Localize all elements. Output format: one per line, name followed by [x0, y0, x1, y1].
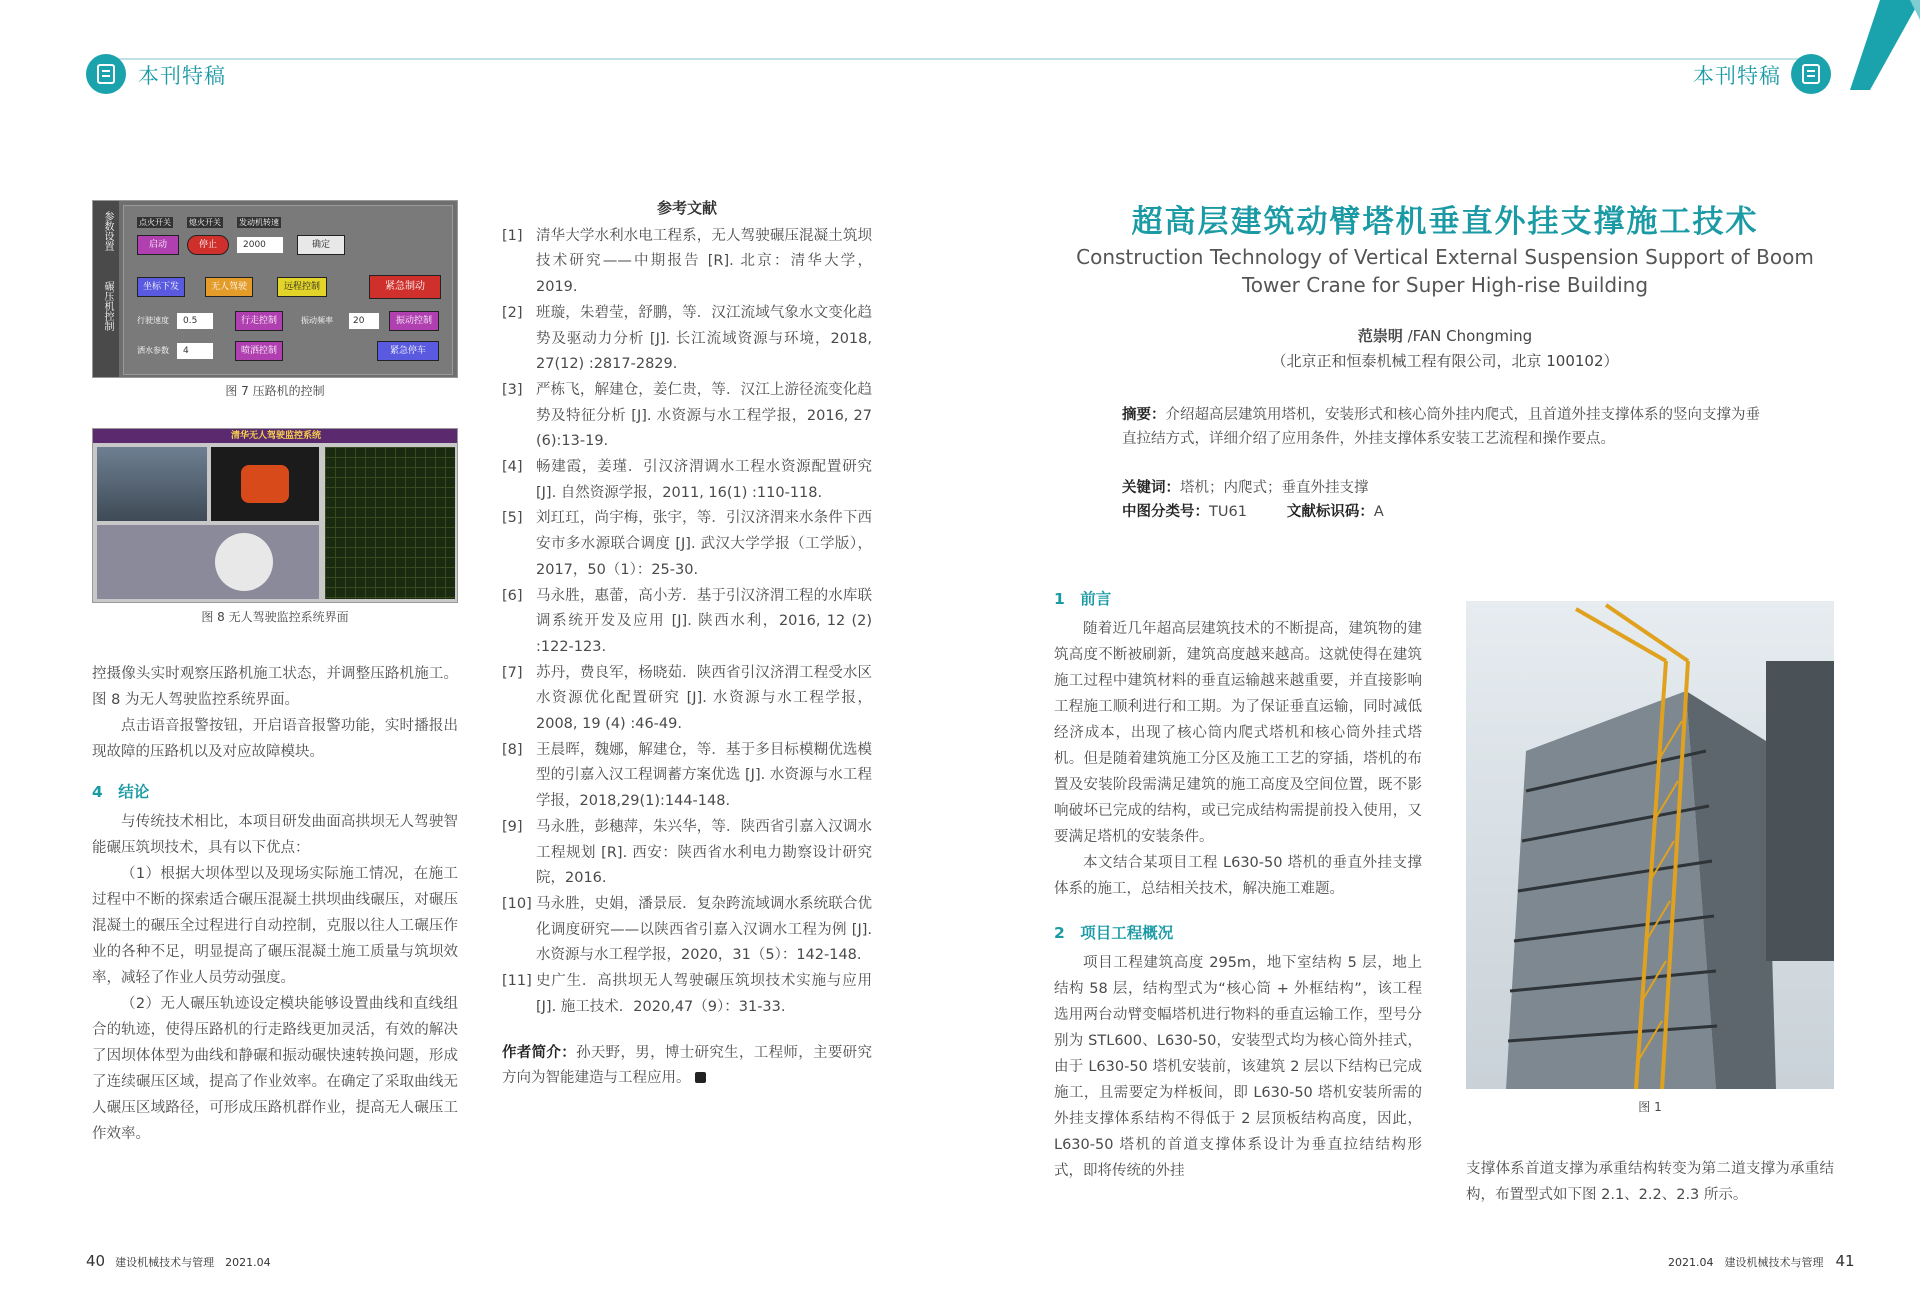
monitor-title: 清华无人驾驶监控系统	[230, 431, 321, 441]
label-engine-speed: 发动机转速	[239, 218, 279, 227]
book-icon	[86, 54, 126, 94]
article-author: 范崇明 /FAN Chongming	[1357, 327, 1533, 345]
section-title-left: 本刊特稿	[138, 64, 226, 88]
page-number-right: 41	[1835, 1252, 1855, 1270]
unmanned-drive-button: 无人驾驶	[205, 277, 253, 297]
reference-item: [7] 苏丹，费良军，杨晓茹．陕西省引汉济渭工程受水区水资源优化配置研究 [J]. 水资源与水工程学报，2008, 19 (4) :46-49.	[502, 664, 872, 733]
figure-1-tower-crane-photo	[1466, 601, 1834, 1089]
emergency-stop-button: 紧急停车	[377, 341, 439, 361]
emergency-brake-button: 紧急制动	[369, 275, 441, 299]
paragraph: （2）无人碾压轨迹设定模块能够设置曲线和直线组合的轨迹，使得压路机的行走路线更加灵活，有效的解决了因坝体体型为曲线和静碾和振动碾快速转换问题，形成了连续碾压区域，提高了作业效率。在确定了采取曲线无人碾压区域路径，可形成压路机群作业，提高无人碾压工作效率。	[92, 996, 458, 1142]
article-abstract: 摘要：介绍超高层建筑用塔机，安装形式和核心筒外挂内爬式，且首道外挂支撑体系的竖向支撑为垂直拉结方式，详细介绍了应用条件，外挂支撑体系安装工艺流程和操作要点。	[1122, 407, 1760, 447]
references-title: 参考文献	[656, 199, 717, 217]
article-classification: 中图分类号：TU61 文献标识码：A	[1122, 504, 1384, 520]
paragraph: 支撑体系首道支撑为承重结构转变为第二道支撑为承重结构，布置型式如下图 2.1、2.2、2.3 所示。	[1466, 1161, 1834, 1203]
camera-view	[97, 447, 207, 521]
water-field: 4	[177, 343, 213, 359]
label-speed: 行驶速度	[137, 316, 169, 325]
paragraph: 本文结合某项目工程 L630-50 塔机的垂直外挂支撑体系的施工，总结相关技术，解决施工难题。	[1054, 855, 1422, 897]
section-title-right: 本刊特稿	[1693, 64, 1781, 88]
coord-send-button: 坐标下发	[137, 277, 185, 297]
footer-left	[86, 1252, 271, 1270]
right-continuation-column	[1466, 1156, 1834, 1208]
tab-parameters: 参数设置	[102, 211, 113, 251]
reference-item: [2] 班璇，朱碧莹，舒鹏，等．汉江流域气象水文变化趋势及驱动力分析 [J]. 长江流域资源与环境，2018, 27(12) :2817-2829.	[502, 304, 872, 373]
status-panel	[97, 525, 319, 599]
start-button: 启动	[137, 235, 179, 255]
paragraph: 项目工程建筑高度 295m，地下室结构 5 层，地上结构 58 层，结构型式为“核心筒 + 外框结构”，该工程选用两台动臂变幅塔机进行物料的垂直运输工作，型号分别为 STL600、L630-50，安装型式均为核心筒外挂式，由于 L630-50 塔机安装前，该建筑 2 层以下结构已完成施工，且需要定为样板间，即 L630-50 塔机安装所需的外挂支撑体系结构不得低于 2 层顶板结构高度，因此，L630-50 塔机的首道支撑体系设计为垂直拉结结构形式，即将传统的外挂	[1054, 955, 1422, 1179]
reference-item: [1] 清华大学水利水电工程系，无人驾驶碾压混凝土筑坝技术研究——中期报告 [R]. 北京：清华大学，2019.	[502, 227, 872, 296]
figure-1-caption: 图 1	[1638, 1100, 1662, 1114]
section-heading-overview: 2 项目工程概况	[1054, 924, 1174, 942]
journal-info-left: 建设机械技术与管理 2021.04	[115, 1256, 271, 1269]
corner-stripe-decoration	[1820, 0, 1920, 90]
section-heading-conclusion: 4 结论	[92, 783, 150, 801]
reference-item: [8] 王晨晖，魏娜，解建仓，等．基于多目标模糊优选模型的引嘉入汉工程调蓄方案优选 [J]. 水资源与水工程学报，2018,29(1):144-148.	[502, 741, 872, 810]
vibration-control-button: 振动控制	[389, 311, 439, 331]
confirm-button: 确定	[297, 235, 345, 255]
paragraph: 与传统技术相比，本项目研发曲面高拱坝无人驾驶智能碾压筑坝技术，具有以下优点：	[92, 814, 458, 856]
roller-3d-view	[211, 447, 319, 521]
journal-info-right: 2021.04 建设机械技术与管理	[1668, 1256, 1824, 1269]
stop-button: 停止	[187, 235, 229, 255]
left-body-column	[92, 661, 458, 1147]
reference-item: [10] 马永胜，史娟，潘景辰．复杂跨流域调水系统联合优化调度研究——以陕西省引嘉入汉调水工程为例 [J]. 水资源与水工程学报，2020，31（5）：142-148.	[502, 895, 872, 964]
article-title-en: Construction Technology of Vertical External Suspension Support of Boom Tower Crane for Super High-rise Building	[1076, 245, 1814, 297]
reference-item: [11] 史广生．高拱坝无人驾驶碾压筑坝技术实施与应用 [J]. 施工技术．2020,47（9）：31-33.	[502, 973, 872, 1015]
figure-7-caption: 图 7 压路机的控制	[225, 384, 325, 398]
reference-item: [3] 严栋飞，解建仓，姜仁贵，等．汉江上游径流变化趋势及特征分析 [J]. 水资源与水工程学报，2016, 27 (6):13-19.	[502, 381, 872, 450]
paragraph: 随着近几年超高层建筑技术的不断提高，建筑物的建筑高度不断被刷新，建筑高度越来越高。这就使得在建筑施工过程中建筑材料的垂直运输越来越重要，并直接影响工程施工顺利进行和工期。为了保证垂直运输，同时减低经济成本，出现了核心筒内爬式塔机和核心筒外挂式塔机。但是随着建筑施工分区及施工工艺的穿插，塔机的布置及安装阶段需满足建筑的施工高度及空间位置，既不影响破坏已完成的结构，或已完成结构需提前投入使用，又要满足塔机的安装条件。	[1054, 621, 1422, 845]
paragraph: （1）根据大坝体型以及现场实际施工情况，在施工过程中不断的探索适合碾压混凝土拱坝曲线碾压，对碾压混凝土的碾压全过程进行自动控制，克服以往人工碾压作业的各种不足，明显提高了碾压混凝土施工质量与筑坝效率，减轻了作业人员劳动强度。	[92, 866, 458, 986]
spray-control-button: 喷洒控制	[235, 341, 283, 361]
article-title-cn: 超高层建筑动臂塔机垂直外挂支撑施工技术	[1131, 204, 1759, 240]
reference-item: [6] 马永胜，惠蕾，高小芳．基于引汉济渭工程的水库联调系统开发及应用 [J]. 陕西水利，2016, 12 (2) :122-123.	[502, 587, 872, 655]
section-heading-intro: 1 前言	[1054, 590, 1112, 608]
label-ignition: 点火开关	[139, 218, 171, 227]
paragraph: 控摄像头实时观察压路机施工状态，并调整压路机施工。图 8 为无人驾驶监控系统界面。	[92, 666, 458, 708]
label-shutdown: 熄火开关	[189, 218, 221, 227]
header-rule-left	[110, 58, 1810, 60]
article-keywords: 关键词：塔机；内爬式；垂直外挂支撑	[1122, 480, 1369, 496]
travel-control-button: 行走控制	[235, 311, 283, 331]
engine-speed-field: 2000	[237, 237, 283, 253]
article-affiliation: （北京正和恒泰机械工程有限公司，北京 100102）	[1271, 352, 1619, 370]
tab-roller-control: 碾压机控制	[102, 281, 113, 331]
author-bio-label: 作者简介：	[502, 1044, 577, 1061]
right-body-column	[1054, 586, 1422, 1184]
references-column	[502, 196, 872, 1092]
freq-field: 20	[349, 313, 379, 329]
figure-8-monitor-screen	[92, 428, 458, 603]
reference-item: [5] 刘玒玒，尚宇梅，张宇，等．引汉济渭来水条件下西安市多水源联合调度 [J]. 武汉大学学报（工学版），2017，50（1）：25-30.	[502, 510, 872, 578]
map-grid	[325, 447, 455, 599]
page-number-left: 40	[86, 1252, 106, 1270]
reference-item: [4] 畅建霞，姜瑾．引汉济渭调水工程水资源配置研究 [J]. 自然资源学报，2011, 16(1) :110-118.	[502, 459, 872, 501]
figure-7-control-panel	[92, 200, 458, 378]
reference-item: [9] 马永胜，彭穗萍，朱兴华，等．陕西省引嘉入汉调水工程规划 [R]. 西安：陕西省水利电力勘察设计研究院，2016.	[502, 818, 872, 887]
end-mark-icon	[695, 1072, 706, 1083]
author-bio	[502, 1041, 872, 1092]
paragraph: 点击语音报警按钮，开启语音报警功能，实时播报出现故障的压路机以及对应故障模块。	[92, 718, 458, 760]
footer-right	[1668, 1252, 1855, 1270]
figure-8-caption: 图 8 无人驾驶监控系统界面	[201, 610, 349, 624]
label-water: 洒水参数	[137, 346, 169, 355]
speed-field: 0.5	[177, 313, 213, 329]
remote-control-button: 远程控制	[277, 277, 327, 297]
author-bio-text: 孙天野，男，博士研究生，工程师，主要研究方向为智能建造与工程应用。	[502, 1044, 872, 1087]
label-vibration-freq: 振动频率	[301, 316, 333, 325]
